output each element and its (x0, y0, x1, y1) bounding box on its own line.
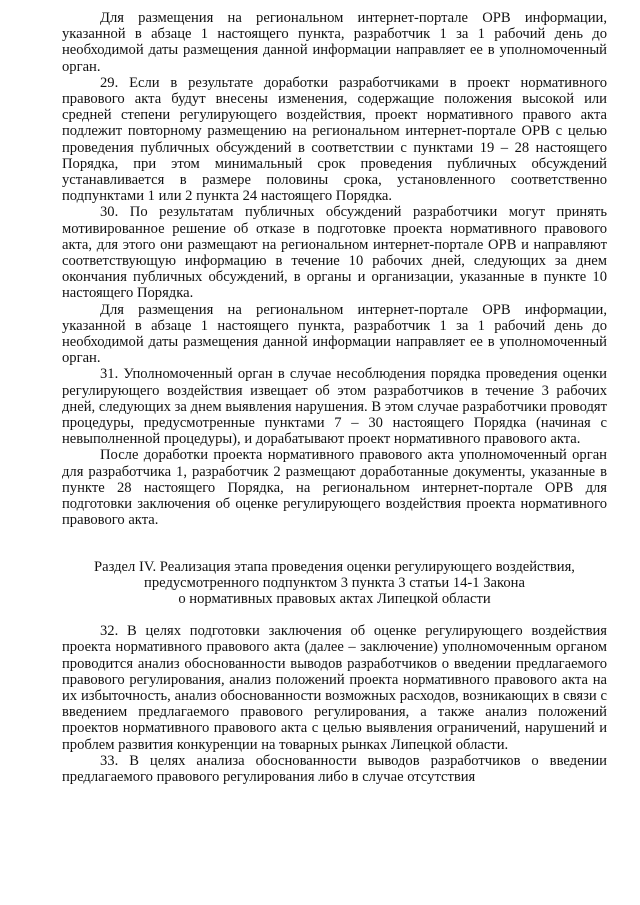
section-iv-heading (62, 559, 607, 608)
paragraph-31: 31. Уполномоченный орган в случае несоблюдения порядка проведения оценки регулирующего воздействия извещает об этом разработчиков в течение 3 рабочих дней, следующих за днем выявления нарушения. В этом случае разработчики проводят процедуры, предусмотренные пунктами 7 – 30 настоящего Порядка (начиная с невыполненной процедуры), и дорабатывают проект нормативного правового акта. (62, 366, 607, 448)
paragraph-32: 32. В целях подготовки заключения об оценке регулирующего воздействия проекта нормативного правового акта (далее – заключение) уполномоченным органом проводится анализ обоснованности выводов разработчиков о введении предлагаемого правового регулирования, анализ положений проекта нормативного правового акта на их избыточность, анализ обоснованности возможных расходов, возникающих в связи с введением предлагаемого правового регулирования, а также анализ положений проектов нормативного правового акта с целью выявления ограничений, нарушений и проблем развития конкуренции на товарных рынках Липецкой области. (62, 623, 607, 753)
paragraph-29: 29. Если в результате доработки разработчиками в проект нормативного правового акта будут внесены изменения, содержащие положения высокой или средней степени регулирующего воздействия, проект нормативного правого акта подлежит повторному размещению на региональном интернет-портале ОРВ с целью проведения публичных обсуждений в соответствии с пунктами 19 – 28 настоящего Порядка, при этом минимальный срок проведения публичных обсуждений устанавливается в размере половины срока, установленного соответственно подпунктами 1 или 2 пункта 24 настоящего Порядка. (62, 74, 607, 205)
section-heading-line-1: Раздел IV. Реализация этапа проведения оценки регулирующего воздействия, (94, 558, 575, 575)
paragraph-31-revision-note: После доработки проекта нормативного правового акта уполномоченный орган для разработчика 1, разработчик 2 размещают доработанные документы, указанные в пункте 28 настоящего Порядка, на региональном интернет-портале ОРВ для подготовки заключения об оценке регулирующего воздействия проекта нормативного правового акта. (62, 447, 607, 529)
paragraph-33: 33. В целях анализа обоснованности выводов разработчиков о введении предлагаемого правового регулирования либо в случае отсутствия (62, 752, 607, 785)
section-heading-line-3: о нормативных правовых актах Липецкой области (178, 590, 491, 607)
section-heading-line-2: предусмотренного подпунктом 3 пункта 3 статьи 14-1 Закона (144, 574, 525, 591)
paragraph-28-posting-note: Для размещения на региональном интернет-портале ОРВ информации, указанной в абзаце 1 настоящего пункта, разработчик 1 за 1 рабочий день до необходимой даты размещения данной информации направляет ее в уполномоченный орган. (62, 10, 607, 75)
paragraph-30: 30. По результатам публичных обсуждений разработчики могут принять мотивированное решение об отказе в подготовке проекта нормативного правового акта, для этого они размещают на региональном интернет-портале ОРВ и направляют соответствующую информацию в течение 10 рабочих дней, следующих за днем окончания публичных обсуждений, в органы и организации, указанные в пункте 10 настоящего Порядка. (62, 204, 607, 302)
paragraph-30-posting-note: Для размещения на региональном интернет-портале ОРВ информации, указанной в абзаце 1 настоящего пункта, разработчик 1 за 1 рабочий день до необходимой даты размещения данной информации направляет ее в уполномоченный орган. (62, 301, 607, 367)
